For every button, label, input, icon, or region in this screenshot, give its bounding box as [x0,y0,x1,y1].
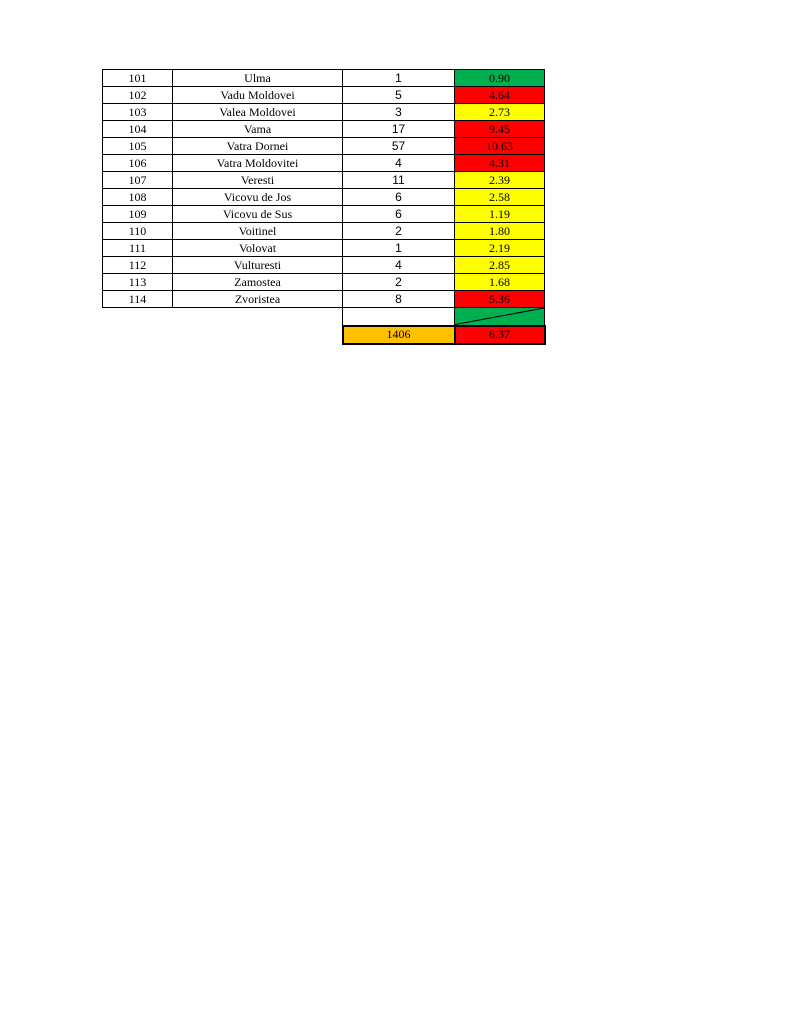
locality-name: Valea Moldovei [173,104,343,121]
rate-value: 1.80 [455,223,545,240]
locality-name: Volovat [173,240,343,257]
table-row [103,206,545,223]
row-number: 106 [103,155,173,172]
case-count: 1 [343,70,455,87]
row-number: 108 [103,189,173,206]
case-count: 4 [343,155,455,172]
empty-cell [173,308,343,326]
rate-value: 9.45 [455,121,545,138]
row-number: 109 [103,206,173,223]
row-number: 103 [103,104,173,121]
locality-name: Vadu Moldovei [173,87,343,104]
row-number: 107 [103,172,173,189]
table-row [103,87,545,104]
empty-cell [103,308,173,326]
locality-name: Ulma [173,70,343,87]
rate-value: 5.36 [455,291,545,308]
locality-name: Zamostea [173,274,343,291]
row-number: 113 [103,274,173,291]
empty-cell [173,326,343,344]
locality-name: Vama [173,121,343,138]
table-row [103,138,545,155]
table-row [103,223,545,240]
table-row [103,291,545,308]
locality-name: Vicovu de Sus [173,206,343,223]
table-row [103,189,545,206]
diagonal-cell [455,308,545,326]
case-count: 3 [343,104,455,121]
rate-value: 1.19 [455,206,545,223]
locality-name: Vatra Moldovitei [173,155,343,172]
row-number: 104 [103,121,173,138]
empty-row [103,308,545,326]
locality-name: Zvoristea [173,291,343,308]
summary-section [103,308,545,344]
row-number: 101 [103,70,173,87]
empty-cell [103,326,173,344]
table-body [103,70,545,308]
rate-value: 0.90 [455,70,545,87]
case-count: 11 [343,172,455,189]
rate-value: 2.85 [455,257,545,274]
locality-rate-table [102,69,546,345]
case-count: 5 [343,87,455,104]
rate-value: 2.39 [455,172,545,189]
rate-value: 2.19 [455,240,545,257]
rate-value: 2.73 [455,104,545,121]
rate-value: 4.64 [455,87,545,104]
locality-name: Vatra Dornei [173,138,343,155]
table-row [103,240,545,257]
table-row [103,172,545,189]
table-row [103,274,545,291]
locality-name: Voitinel [173,223,343,240]
diagonal-line-icon [455,308,544,325]
table-row [103,70,545,87]
table-row [103,257,545,274]
rate-value: 10.63 [455,138,545,155]
case-count: 6 [343,189,455,206]
case-count: 1 [343,240,455,257]
case-count: 4 [343,257,455,274]
table-row [103,121,545,138]
total-rate: 6.37 [455,326,545,344]
case-count: 6 [343,206,455,223]
total-count: 1406 [343,326,455,344]
row-number: 105 [103,138,173,155]
empty-count-cell [343,308,455,326]
row-number: 111 [103,240,173,257]
table-row [103,155,545,172]
case-count: 17 [343,121,455,138]
total-row [103,326,545,344]
case-count: 8 [343,291,455,308]
table-row [103,104,545,121]
rate-value: 4.31 [455,155,545,172]
row-number: 110 [103,223,173,240]
rate-value: 2.58 [455,189,545,206]
locality-name: Veresti [173,172,343,189]
case-count: 57 [343,138,455,155]
row-number: 114 [103,291,173,308]
case-count: 2 [343,223,455,240]
case-count: 2 [343,274,455,291]
rate-value: 1.68 [455,274,545,291]
locality-name: Vulturesti [173,257,343,274]
row-number: 102 [103,87,173,104]
locality-name: Vicovu de Jos [173,189,343,206]
row-number: 112 [103,257,173,274]
